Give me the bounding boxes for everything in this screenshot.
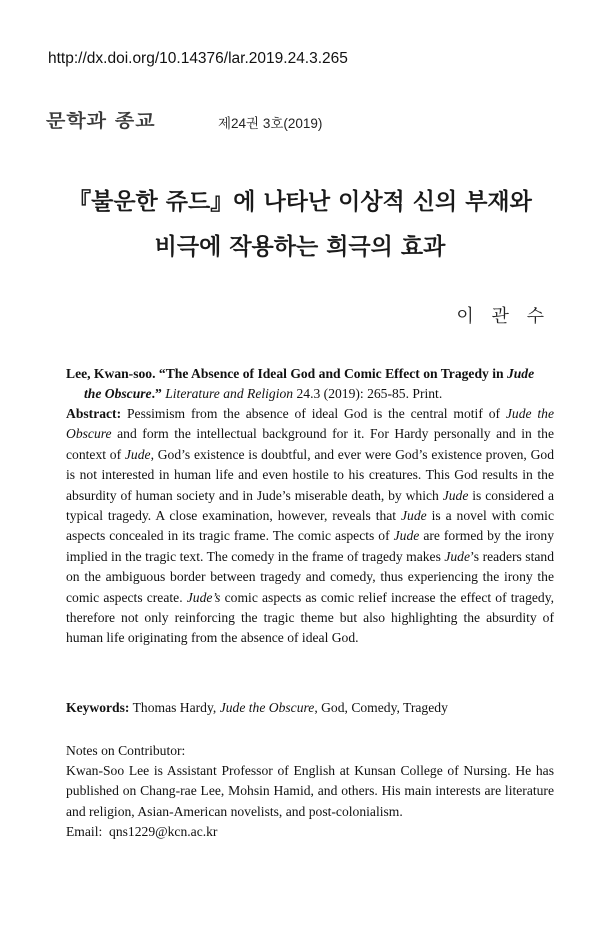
title-line-1: 『불운한 쥬드』에 나타난 이상적 신의 부재와 xyxy=(68,189,532,215)
contributor-heading: Notes on Contributor: xyxy=(66,743,186,758)
citation-title: “The Absence of Ideal God and Comic Effect on Tragedy in Jude xyxy=(158,366,535,381)
citation-author: Lee, Kwan-soo. xyxy=(66,366,156,381)
citation-journal: Literature and Religion xyxy=(165,386,294,402)
abstract-label: Abstract: xyxy=(66,406,122,421)
contributor-bio: Kwan-Soo Lee is Assistant Professor of English at Kunsan College of Nursing. He has published on Chang-rae Lee, Mohsin Hamid, and others. His main interests are literature and religion, Asian-American novelists, and post-colonialism. Email: qns1229@kcn.ac.kr xyxy=(66,763,554,840)
abstract: Abstract: Pessimism from the absence of ideal God is the central motif of Jude the Obscure and form the intellectual background for it. For Hardy personally and in the context of Jude, God’s existence is doubtful, and ever were God’s existence proven, God is not interested in human life and even hostile to his creatures. This God results in the absurdity of human society and in Jude’s miserable death, by which Jude is considered a typical tragedy. A close examination, however, reveals that Jude is a novel with comic aspects concealed in its tragic frame. The comic aspects of Jude are formed by the irony implied in the tragic text. The comedy in the frame of tragedy makes Jude’s readers stand on the ambiguous border between tragedy and comedy, thus experiencing the irony the comic aspects create. Jude’s comic aspects as comic relief increase the effect of tragedy, therefore not only reinforcing the tragic theme but also highlighting the absurdity of human life originating from the absence of ideal God. xyxy=(66,406,555,646)
keywords-label: Keywords: xyxy=(66,700,130,715)
citation: Lee, Kwan-soo. “The Absence of Ideal God and Comic Effect on Tragedy in Jude the Obscure.” Literature and Religion 24.3 (2019): 265-85. Print. xyxy=(66,366,535,402)
email-label: Email: xyxy=(66,824,103,840)
journal-logo: 문학과 종교 xyxy=(46,110,156,132)
keywords: Keywords: Thomas Hardy, Jude the Obscure, God, Comedy, Tragedy xyxy=(66,700,448,715)
citation-title-italic: the Obscure xyxy=(84,386,152,402)
article-title xyxy=(0,180,600,270)
citation-details: 24.3 (2019): 265-85. Print. xyxy=(296,386,443,402)
email-address[interactable]: qns1229@kcn.ac.kr xyxy=(109,824,218,840)
volume-issue: 제24권 3호(2019) xyxy=(218,116,323,131)
doi-link[interactable]: http://dx.doi.org/10.14376/lar.2019.24.3.265 xyxy=(48,50,348,67)
author-name: 이 관 수 xyxy=(456,306,550,327)
title-line-2: 비극에 작용하는 희극의 효과 xyxy=(154,234,446,260)
